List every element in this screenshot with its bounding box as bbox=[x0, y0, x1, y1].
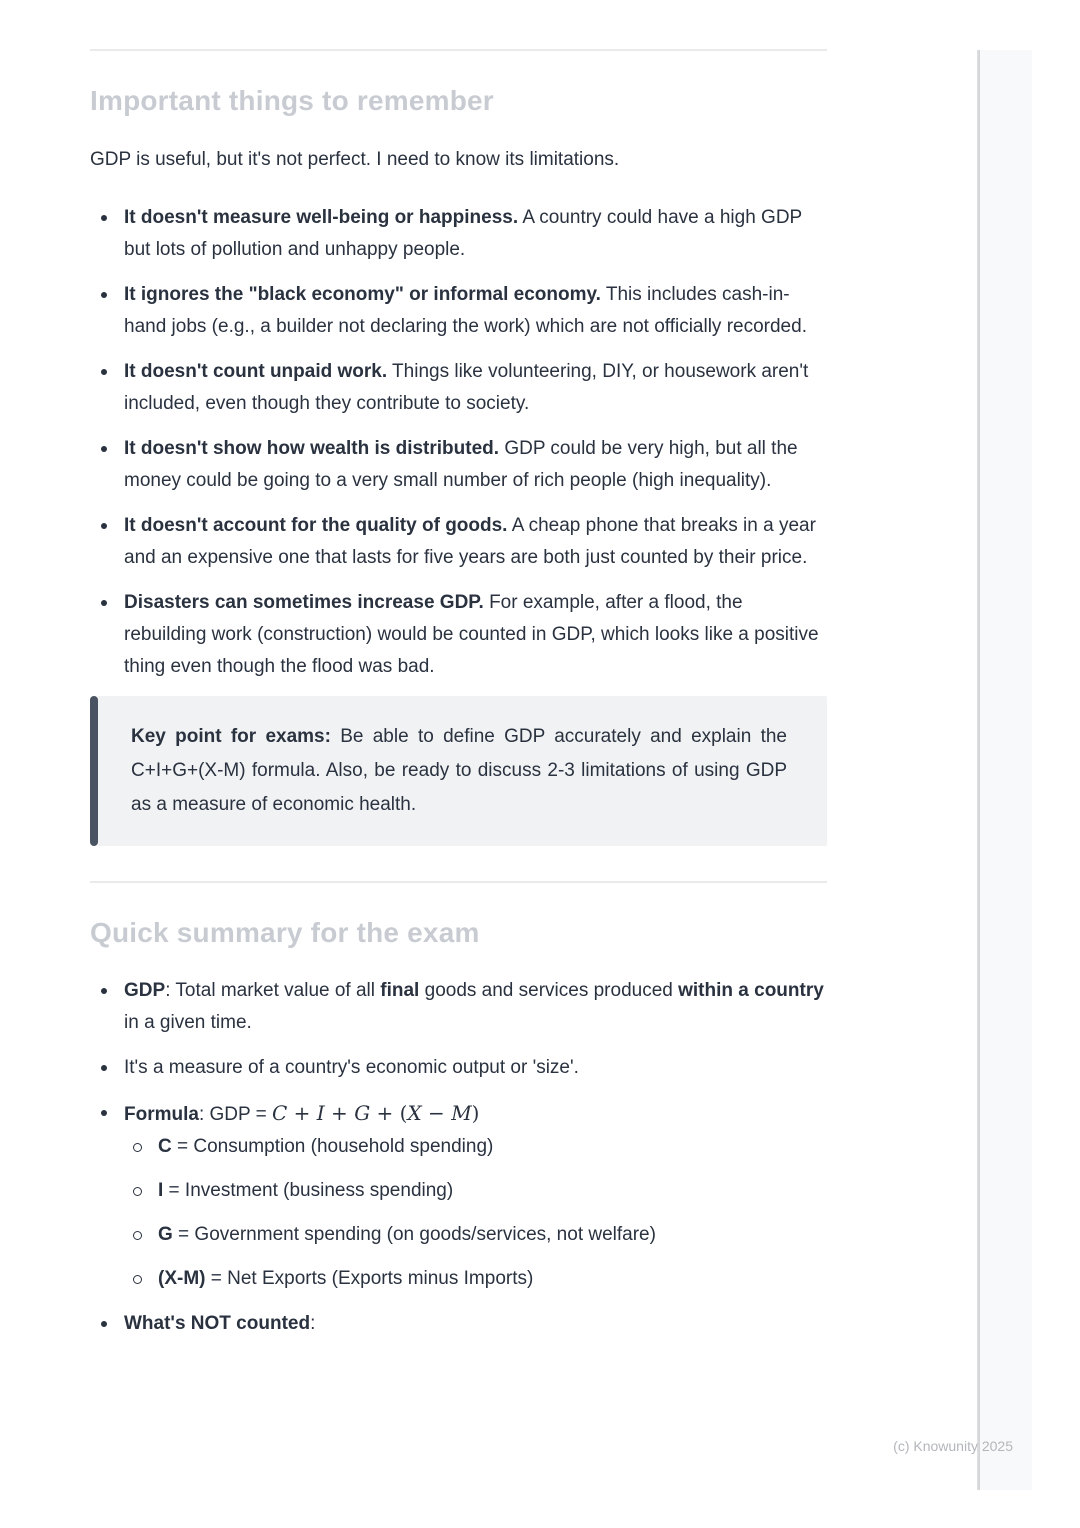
bold-text: final bbox=[380, 980, 420, 1001]
limitation-item bbox=[90, 279, 827, 343]
bold-text: within a country bbox=[678, 980, 824, 1001]
body-text: goods and services produced bbox=[419, 980, 679, 1001]
body-text: : bbox=[310, 1313, 316, 1334]
bold-text: GDP bbox=[124, 980, 166, 1001]
document-content bbox=[90, 0, 827, 1353]
formula-variable: X bbox=[407, 1101, 422, 1125]
section-heading-limitations: Important things to remember bbox=[90, 85, 494, 116]
body-text: It's a measure of a country's economic output or 'size'. bbox=[124, 1057, 579, 1078]
formula-variable: I bbox=[316, 1101, 325, 1125]
bold-text: I bbox=[158, 1180, 164, 1201]
bold-text: Key point for exams: bbox=[131, 726, 331, 747]
limitation-item bbox=[90, 356, 827, 420]
body-text: in a given time. bbox=[124, 1012, 252, 1033]
callout-accent-bar bbox=[90, 696, 98, 846]
summary-item bbox=[90, 1052, 827, 1084]
limitation-item bbox=[90, 510, 827, 574]
bold-text: C bbox=[158, 1136, 172, 1157]
summary-item bbox=[90, 1308, 827, 1340]
body-text: This includes cash-in-hand jobs (e.g., a builder not declaring the work) which are not officially recorded. bbox=[124, 284, 807, 337]
summary-item bbox=[90, 1097, 827, 1295]
bold-text: Disasters can sometimes increase GDP. bbox=[124, 592, 484, 613]
formula-components-list bbox=[124, 1131, 827, 1295]
limitation-item bbox=[90, 587, 827, 683]
limitation-item bbox=[90, 433, 827, 497]
section-heading-summary: Quick summary for the exam bbox=[90, 917, 480, 948]
formula-component-item bbox=[124, 1219, 827, 1251]
formula-variable: M bbox=[451, 1101, 472, 1125]
formula-operator: + bbox=[287, 1101, 317, 1125]
bold-text: It doesn't account for the quality of goods. bbox=[124, 515, 508, 536]
key-point-callout bbox=[90, 696, 827, 846]
formula-variable: G bbox=[354, 1101, 371, 1125]
body-text: Things like volunteering, DIY, or housework aren't included, even though they contribute to society. bbox=[124, 361, 809, 414]
callout-box bbox=[98, 696, 827, 846]
limitations-list bbox=[90, 202, 827, 683]
formula-operator: + ( bbox=[370, 1101, 408, 1125]
bold-text: It doesn't measure well-being or happiness. bbox=[124, 207, 519, 228]
body-text: : Total market value of all bbox=[165, 980, 381, 1001]
bold-text: G bbox=[158, 1224, 173, 1245]
formula-operator: + bbox=[324, 1101, 355, 1125]
body-text: GDP could be very high, but all the money could be going to a very small number of rich people (high inequality). bbox=[124, 438, 798, 491]
formula-component-item bbox=[124, 1175, 827, 1207]
body-text: = Net Exports (Exports minus Imports) bbox=[205, 1268, 534, 1289]
bold-text: It ignores the "black economy" or informal economy. bbox=[124, 284, 601, 305]
body-text: = Consumption (household spending) bbox=[171, 1136, 494, 1157]
body-text: : GDP = bbox=[198, 1104, 272, 1125]
bold-text: What's NOT counted bbox=[124, 1313, 311, 1334]
top-divider bbox=[90, 49, 827, 51]
bold-text: It doesn't count unpaid work. bbox=[124, 361, 388, 382]
callout-text bbox=[131, 720, 787, 822]
formula-operator: ) bbox=[471, 1101, 480, 1125]
summary-list bbox=[90, 975, 827, 1340]
formula-component-item bbox=[124, 1131, 827, 1163]
copyright-watermark: (c) Knowunity 2025 bbox=[893, 1438, 1013, 1454]
body-text: Be able to define GDP accurately and explain the C+I+G+(X-M) formula. Also, be ready to discuss 2-3 limitations of using GDP as a measure of economic health. bbox=[131, 726, 787, 815]
formula-variable: C bbox=[272, 1101, 288, 1125]
body-text: A cheap phone that breaks in a year and an expensive one that lasts for five years are both just counted by their price. bbox=[124, 515, 816, 568]
page-gutter bbox=[980, 50, 1032, 1490]
body-text: For example, after a flood, the rebuilding work (construction) would be counted in GDP, which looks like a positive thing even though the flood was bad. bbox=[124, 592, 819, 677]
formula-component-item bbox=[124, 1263, 827, 1295]
bold-text: Formula bbox=[124, 1104, 199, 1125]
limitation-item bbox=[90, 202, 827, 266]
formula-operator: − bbox=[421, 1101, 452, 1125]
intro-paragraph: GDP is useful, but it's not perfect. I need to know its limitations. bbox=[90, 149, 620, 170]
body-text: A country could have a high GDP but lots of pollution and unhappy people. bbox=[124, 207, 802, 260]
section-divider bbox=[90, 881, 827, 883]
summary-item bbox=[90, 975, 827, 1039]
body-text: = Investment (business spending) bbox=[163, 1180, 454, 1201]
body-text: = Government spending (on goods/services, not welfare) bbox=[172, 1224, 656, 1245]
bold-text: (X-M) bbox=[158, 1268, 206, 1289]
bold-text: It doesn't show how wealth is distributed. bbox=[124, 438, 500, 459]
